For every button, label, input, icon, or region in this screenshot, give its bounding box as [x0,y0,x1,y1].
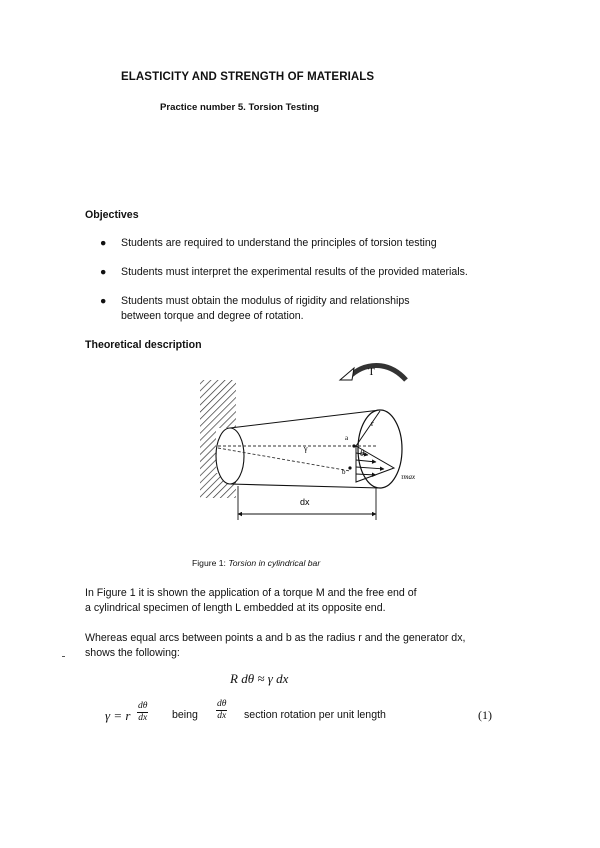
point-b-label: b [342,468,346,476]
objective-text: Students must obtain the modulus of rigidity and relationships [121,295,410,307]
stray-mark [62,656,65,657]
radius-label: r [371,419,374,428]
equation-1 [105,699,505,731]
paragraph-line: In Figure 1 it is shown the application of a torque M and the free end of [85,587,417,599]
eq1-denominator: dx [217,711,227,721]
figure-caption-prefix: Figure 1: [192,558,229,568]
paragraph-line: shows the following: [85,647,180,659]
objective-text: Students are required to understand the principles of torsion testing [121,237,437,249]
paragraph-2 [85,631,465,661]
tau-max-label: τmax [401,473,416,481]
torque-arrow [348,366,406,381]
document-subtitle: Practice number 5. Torsion Testing [160,102,320,113]
cylinder-right-end [358,410,402,488]
paragraph-line: Whereas equal arcs between points a and b as the radius r and the generator dx, [85,632,466,644]
torque-label: T [368,366,375,378]
paragraph-1 [85,586,417,616]
eq1-number: (1) [478,708,492,722]
objectives-heading: Objectives [85,209,139,221]
bullet-icon: ● [100,295,107,307]
eq1-denominator: dx [138,713,148,723]
torque-arrow-head [340,368,354,380]
main-equation: R dθ ≈ γ dx [230,671,289,686]
eq1-numerator: dθ [138,701,148,711]
eq1-lhs: γ = r [105,708,131,723]
bullet-icon: ● [100,266,107,278]
point-b-dot [348,466,351,469]
cylinder-left-end [216,428,244,484]
torsion-figure [190,358,440,530]
objective-text: between torque and degree of rotation. [121,310,304,322]
eq1-fraction-2 [216,699,227,722]
eq1-description: section rotation per unit length [244,709,386,721]
figure-caption-text: Torsion in cylindrical bar [228,558,321,568]
point-a-label: a [345,434,349,442]
dx-label: dx [300,497,310,507]
theta-label: θ [360,448,365,458]
eq1-being: being [172,709,198,721]
bullet-icon: ● [100,237,107,249]
point-a-dot [352,444,355,447]
gamma-label: γ [304,444,308,453]
eq1-numerator: dθ [217,699,227,709]
objective-text: Students must interpret the experimental results of the provided materials. [121,266,468,278]
figure-caption [192,558,320,568]
theory-heading: Theoretical description [85,339,202,351]
document-title: ELASTICITY AND STRENGTH OF MATERIALS [121,71,375,83]
paragraph-line: a cylindrical specimen of length L embedded at its opposite end. [85,602,386,614]
eq1-fraction [137,701,148,724]
